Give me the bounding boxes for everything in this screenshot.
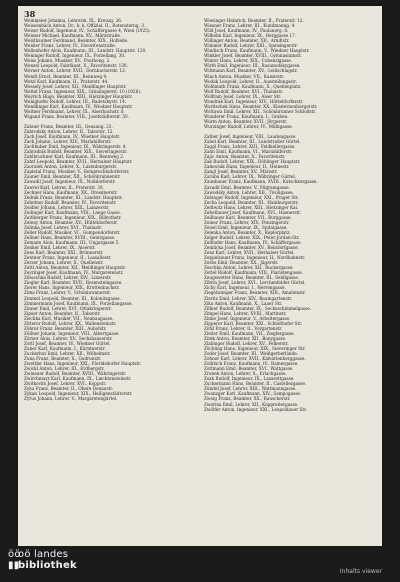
directory-entry: Zerbs Emil, Beamter, XX., Jägerstr. [204, 260, 279, 266]
directory-entry: Zistler Emil, Kaufmann, VII., Zieglergasse. [204, 330, 295, 336]
viewer-footer [0, 546, 400, 582]
directory-entry: Zecha Leopold, Beamter, III., Hainburgerstr. [204, 199, 299, 205]
directory-entry: Wunderer Franz, Kaufmann, I., Graben. [204, 113, 289, 119]
directory-entry: Zahrl Leopold, Beamter, XVII., Hernalser Hauptstr. [24, 159, 133, 165]
directory-entry: Zinner Emil, Lehrer, XVI., Ottakringerstr. [24, 305, 112, 311]
directory-entry: Zeilinger Karl, Kaufmann, VIII., Lange Gasse. [24, 209, 122, 215]
directory-entry: Zinke Josef, Ingenieur, V., Arbeitergasse. [204, 315, 291, 321]
directory-entry: Wiesinger Heinrich, Beamter, II., Praterstr. 12. [204, 18, 304, 23]
directory-entry: Zwieauer Rudolf, Beamter, XVIII., Währingerstr. [24, 371, 127, 377]
directory-entry: Zuckermann Hans, Beamter, II., Castellezgasse. [204, 381, 307, 387]
logo-line-2: bibliothek [18, 560, 77, 571]
directory-entry: Zavadil Emil, Beamter, V., Pilgramgasse. [204, 184, 290, 190]
directory-entry: Zehetbauer Josef, Kaufmann, XVI., Hasnerstr. [204, 209, 302, 215]
directory-entry: Zöchling Hans, Ingenieur, XIX., Sieveringer Str. [204, 346, 306, 351]
directory-entry: Zwerina Emil, Lehrer, XII., Koppreitergasse. [204, 401, 299, 407]
directory-entry: Zaunbauer Franz, Kaufmann, XVIII., Kutschkergasse. [204, 179, 318, 185]
directory-entry: Woritschek Hans, Beamter, XX., Klosterneuburgerstr. [204, 103, 318, 109]
directory-entry: Zollitsch Franz, Kaufmann, IV., Rainergasse. [204, 361, 299, 367]
directory-entry: Winter Hans, Lehrer, XIX., Cobenzlgasse. [204, 58, 293, 64]
directory-entry: Zimmermann Josef, Kaufmann, IX., Porzellangasse. [24, 300, 133, 306]
directory-entry: Willinger Anton, Beamter, XII., Arndtstr. [204, 38, 290, 44]
directory-entry: Wellenhofer Alois, Kaufmann, III., Landstr. Hauptstr. 120. [24, 48, 147, 54]
directory-entry: Zelenka Anton, Beamter, X., Keplerplatz. [204, 229, 291, 235]
directory-entry: Zierer Hans, Ingenieur, XIX., Krottenbachstr. [24, 285, 120, 291]
directory-entry: Zima Franz, Lehrer, V., Schönbrunnerstr. [24, 290, 112, 296]
directory-entry: Zibrin Josef, Lehrer, XVI., Lerchenfelder Gürtel. [204, 280, 306, 286]
directory-entry: Zeisel Emil, Ingenieur, IX., Spitalgasse. [204, 224, 288, 230]
directory-entry: Zahel Karl, Beamter, III., Landstraßer Gürtel. [204, 139, 301, 145]
right-column [204, 18, 378, 412]
directory-entry: Zahlbruckner Karl, Kaufmann, III., Rennweg 2. [24, 154, 125, 160]
directory-entry: Zoder Josef, Beamter, III., Weißgerberlände. [204, 351, 299, 357]
directory-entry: Zenz Karl, Lehrer, XVII., Hernalser Gürtel. [204, 250, 295, 256]
directory-entry: Weissenbäck Anton, Dr., k. k. Offizial, II., Rotensterng. 3. [24, 23, 146, 29]
directory-entry: Zangl Josef, Beamter, XV., Märzstr. [204, 169, 278, 175]
directory-entry: Zemlicka Josef, Beamter, XV., Reindorfgasse. [204, 245, 299, 251]
directory-entry: Weixlbaumer Ferdinand, Beamter, XIX., Hofzeile. [24, 38, 129, 44]
directory-entry: Zöhrer Franz, Beamter, XIII., Auhofstr. [24, 325, 107, 331]
directory-entry: Zawadil Josef, Ingenieur, IX., Nußdorferstr. [24, 179, 116, 185]
directory-entry: Werner Anton, Lehrer, XVII., Dornbacherstr. 12. [24, 68, 127, 74]
directory-entry: Zeller Rudolf, Musiker, VI., Gumpendorferstr. [24, 229, 121, 235]
directory-entry: Zohner Karl, Lehrer, XVII., Kalvarienberggasse. [204, 356, 306, 362]
directory-entry: Wenzel Leopold, Fabrikant, X., Favoritenstr. 130. [24, 63, 128, 69]
directory-entry: Wigand Franz, Beamter, VIII., Josefstädterstr. 50. [24, 113, 130, 119]
directory-entry: Zweig Franz, Beamter, XX., Rauscherstr. [204, 396, 291, 402]
directory-entry: Zechner Hans, Kaufmann, XX., Dresdnerstr. [24, 189, 118, 195]
directory-entry: Zettel Rudolf, Kaufmann, VIII., Piaristengasse. [204, 270, 304, 276]
directory-entry: Wottawa Emil, Lehrer, XII., Schönbrunner Schloßstr. [204, 108, 317, 114]
directory-entry: Zuber Karl, Kaufmann, I., Kärntnerstr. [24, 346, 106, 351]
page-number: 38 [24, 9, 36, 19]
directory-entry: Weixler Franz, Lehrer, IV., Favoritenstraße. [24, 43, 116, 49]
directory-entry: Zipser Anton, Beamter, II., Taborstr. [24, 310, 101, 316]
directory-entry: Zündel Josef, Lehrer, XIII., Wattmanngasse. [204, 386, 297, 392]
directory-entry: Wirth Emil, Ingenieur, III., Rasumofskygasse. [204, 63, 301, 69]
directory-entry: Winkler Josef, Beamter, XVIII., Gymnasiumstr. [204, 53, 302, 59]
directory-entry: Zlabinger Rudolf, Lehrer, XV., Felberstr. [204, 340, 289, 346]
directory-entry: Windisch Franz, Kaufmann, V., Wiedner Hauptstr. [204, 48, 310, 54]
directory-entry: Weitner Ferdinand, Lehrer, IX., Alserbachstr. 8. [24, 108, 125, 114]
directory-entry: Wettel Franz, Ingenieur, XIX., Grinzingerstr. 10 (1926). [24, 88, 142, 94]
directory-entry: Weinmeier Johanna, Lehrerin, IX., Kreuzg. 26. [24, 18, 123, 23]
directory-entry: Weiser Rudolf, Ingenieur, IV., Schäffergasse 4, Wien (1925). [24, 28, 151, 34]
directory-entry: Zeyringer Josef, Kaufmann, IV., Margaretenstr. [24, 270, 124, 276]
directory-entry: Zyrus Johann, Lehrer, V., Margaretengürtel. [24, 396, 118, 402]
directory-entry: Zeitlberger Franz, Ingenieur, XIX., Billrothstr. [24, 214, 122, 220]
directory-entry: Zapletal Franz, Musiker, V., Reinprechtsdorferstr. [24, 169, 130, 175]
directory-entry: Zahn Emil, Kaufmann, VI., Mariahilferstr. [204, 149, 293, 155]
directory-entry: Zahradnik Rudolf, Beamter, XIX., Sieveringerstr. [24, 149, 128, 155]
directory-entry: Zöllner Johann, Ingenieur, VIII., Albertgasse. [24, 330, 120, 336]
directory-entry: Zörner Alois, Lehrer, XV., Sechshauserstr. [24, 335, 113, 341]
directory-entry: Wenighofer Rudolf, Lehrer, III., Radetzkystr. 14. [24, 98, 127, 104]
directory-entry: Zrunek Anton, Lehrer, X., Erlachgasse. [204, 371, 287, 377]
directory-entry: Zeugswetter Hans, Beamter, III., Seidlgasse. [204, 275, 300, 281]
directory-entry: Zeleny Anton, Beamter, XV., Hütteldorferstr. [24, 219, 119, 225]
directory-entry: Zawodsky Anton, Lehrer, XII., Tivoligasse. [204, 189, 294, 195]
directory-entry: Zebinger Rudolf, Ingenieur, XXI., Prager Str. [204, 194, 299, 200]
directory-entry: Ziegler Karl, Beamter, XVII., Rosensteingasse. [24, 280, 123, 286]
directory-entry: Zehetner Rudolf, Beamter, IV., Favoritenstr. [24, 199, 117, 205]
directory-entry: Zajic Anton, Beamter, X., Favoritenstr. [204, 154, 286, 160]
directory-entry: Zottl Josef, Beamter, IV., Wiedner Gürtel. [24, 340, 111, 346]
directory-entry: Weiss Johann, Musiker, XV., Pouthong. 2. [24, 58, 111, 64]
directory-entry: Zenker Emil, Lehrer, IX., Alserstr. [24, 245, 96, 251]
directory-entry: Zeidler Johann, Lehrer, XIII., Lainzerstr. [24, 204, 110, 210]
directory-entry: Wodak Leopold, Lehrer, II., Ausstellungsstr. [204, 78, 297, 84]
directory-entry: Zawrel Karl, Lehrer, II., Praterstr. 30. [24, 184, 104, 190]
viewer-label[interactable]: Inhalts viewer [339, 568, 382, 575]
directory-entry: Zaoralek Anton, Lehrer, X., Laxenburgerstr. [24, 164, 118, 170]
directory-entry: Wlach Anton, Musiker, VII., Kaiserstr. [204, 73, 285, 79]
library-logo[interactable] [8, 549, 77, 571]
directory-entry: Zykan Leopold, Ingenieur, XIX., Heiligenstädterstr. [24, 391, 133, 397]
directory-entry: Zimpel Hans, Lehrer, XVIII., Martinstr. [204, 310, 287, 316]
directory-entry: Wendt Ernst, Beamter, III., Rennweg 9. [24, 73, 108, 79]
directory-entry: Zamecnik Hans, Ingenieur, II., Heinestr. [204, 164, 290, 170]
directory-entry: Zemann Alois, Kaufmann, III., Ungargasse 5. [24, 240, 120, 246]
directory-entry: Wurzinger Rudolf, Lehrer, IV., Mühlgasse. [204, 123, 293, 129]
directory-entry: Zieritz Emil, Lehrer, XIV., Baumgartenstr. [204, 295, 293, 301]
directory-entry: Zedtwitz Hans, Lehrer, XIII., Hietzinger Kai. [204, 204, 299, 210]
directory-entry: Zwirchmayr Karl, Kaufmann, IX., Liechtensteinstr. [24, 376, 132, 382]
directory-entry: Wetzl Karl, Kaufmann, II., Praterstr. 44. [24, 78, 109, 84]
left-column [24, 18, 198, 402]
logo-bars-icon: ▮▮ [8, 560, 20, 571]
directory-entry: Zens Karl, Beamter, XXI., Brünnerstr. [24, 250, 104, 256]
directory-entry: Wimmer Rudolf, Lehrer, XIII., Speisingerstr. [204, 43, 298, 49]
directory-entry: Wittmann Karl, Beamter, XV., Goldschlagstr. [204, 68, 298, 74]
directory-entry: Wurm Anton, Beamter, XVII., Jörgerstr. [204, 118, 288, 124]
directory-entry: Zimmel Leopold, Beamter, III., Kolonitzgasse. [24, 295, 121, 301]
directory-entry: Weyrich Hugo, Beamter, XIII., Hietzinger Hauptstr. [24, 93, 133, 99]
directory-entry: Zillner Rudolf, Beamter, IX., Sechsschimmelgasse. [204, 305, 312, 311]
directory-entry: Zipperer Karl, Beamter, XXI., Schloßhofer Str. [204, 320, 303, 326]
directory-entry: Zottmann Emil, Beamter, XVI., Wattgasse. [204, 366, 294, 372]
directory-entry: Zitterer Rudolf, Lehrer, XX., Wallensteinstr. [24, 320, 117, 326]
directory-entry: Zentner Franz, Ingenieur, II., Lassallestr. [24, 255, 112, 261]
directory-entry: Zak Rudolf, Lehrer, XIX., Döblinger Hauptstr. [204, 159, 301, 165]
directory-entry: Wessely Josef, Lehrer, XII., Meidlinger Hauptstr. [24, 83, 127, 89]
directory-entry: Wilhelm Karl, Ingenieur, IX., Berggasse 17. [204, 33, 297, 39]
directory-entry: Zellhofer Hans, Kaufmann, IV., Schäffergasse. [204, 240, 302, 246]
directory-entry: Ziegelwanger Franz, Beamter, XIII., Amalienstr. [204, 290, 306, 296]
directory-entry: Wiesner Franz, Lehrer, III., Kundmanng. 4. [204, 23, 296, 29]
directory-entry: Zeppelzauer Franz, Ingenieur, II., Nordbahnstr. [204, 255, 306, 261]
directory-entry: Zettl Anton, Beamter, XII., Meidlinger Hauptstr. [24, 265, 126, 271]
directory-entry: Wolfram Josef, Lehrer, IX., Alser Str. [204, 93, 282, 99]
directory-entry: Zwitkovits Josef, Lehrer, XVI., Koppstr. [24, 381, 107, 387]
directory-entry: Zachhuber Emil, Ingenieur, IX., Währingerstr. 4. [24, 144, 127, 150]
directory-entry: Zsak Rudolf, Ingenieur, IX., Lazarettgasse. [204, 376, 295, 382]
directory-entry: Zednik Franz, Beamter, III., Landstr. Hauptstr. [24, 194, 123, 200]
directory-entry: Wild Josef, Kaufmann, IV., Paulanerg. 8. [204, 28, 289, 34]
directory-entry: Zaggl Franz, Lehrer, XIII., Feldkellergasse. [204, 144, 296, 150]
directory-entry: Zaruba Karl, Lehrer, IX., Währinger Gürtel. [204, 174, 297, 180]
directory-entry: Zuna Franz, Beamter, X., Gudrunstr. [24, 356, 102, 362]
directory-entry: Zellner Hans, Beamter, XVIII., Gentzgasse. [24, 234, 116, 240]
directory-entry: Weninger Rudolf, Ingenieur, IX., Porzellang. 30. [24, 53, 126, 59]
directory-entry: Zeiner Franz, Lehrer, XIV., Penzingerstr. [204, 219, 290, 225]
directory-entry: Zitek Anton, Beamter, XII., Bonygasse. [204, 335, 287, 341]
directory-entry: Zwickl Anton, Lehrer, III., Erdbergstr. [24, 366, 105, 372]
directory-entry: Zach Johann, Lehrer, XIV., Mariahilferstr. [24, 139, 112, 145]
directory-entry: Zeschka Anton, Lehrer, XII., Ruckergasse. [204, 265, 294, 271]
logo-mark-icon: öö [8, 549, 21, 560]
directory-entry: Zika Anton, Kaufmann, X., Laaer Str. [204, 300, 283, 306]
directory-entry: Zerzer Johann, Lehrer, X., Quellenstr. [24, 260, 104, 266]
directory-entry: Zyka Franz, Beamter, II., Obere Donaustr. [24, 386, 114, 392]
directory-entry: Wondrak Karl, Ingenieur, XIV., Hütteldorferstr. [204, 98, 304, 104]
directory-entry: Zafner Josef, Ingenieur, VIII., Laudongasse. [204, 134, 297, 140]
directory-entry: Wohlmuth Franz, Kaufmann, X., Quellenplatz. [204, 83, 302, 89]
directory-entry: Zwölfer Anton, Ingenieur, XXI., Leopoldauer Str. [204, 406, 307, 412]
directory-entry: Zibuschka Rudolf, Lehrer, XIV., Linzerstr. [24, 275, 112, 281]
directory-entry: Wendlinger Karl, Kaufmann, IV., Wiedner Hauptstr. [24, 103, 133, 109]
directory-entry: Zwanzger Karl, Kaufmann, XIV., Sampogasse. [204, 391, 302, 397]
directory-entry: Weisser Michael, Kaufmann, XV., Märzstraße. [24, 33, 122, 39]
directory-entry: Zuckerhut Emil, Lehrer, XII., Wilhelmstr. [24, 351, 111, 357]
directory-entry: Zischka Karl, Musiker, VII., Neubaugasse. [24, 315, 114, 321]
directory-entry: Zwettler Hans, Ingenieur, XXI., Floridsdorfer Hauptstr. [24, 361, 142, 367]
directory-entry: Zirkl Franz, Lehrer, II., Vorgartenstr. [204, 325, 283, 331]
directory-entry: Zelger Rudolf, Lehrer, XIX., Peter-Jordan-Str. [204, 234, 300, 240]
directory-entry: Wolf Rudolf, Beamter, XVI., Thaliastr. [204, 88, 284, 94]
directory-entry: Zach Josef, Kaufmann, IV., Wiedner Hauptstr. [24, 134, 121, 140]
directory-entry: Zabner Franz, Beamter, III., Geusaug. 23. [24, 123, 113, 129]
scanned-page [18, 6, 382, 546]
directory-entry: Zichy Karl, Ingenieur, I., Herrengasse. [204, 285, 286, 291]
directory-entry: Zabrodsky Anton, Lehrer, II., Taborstr. 12. [24, 128, 114, 134]
logo-line-1: oö landes [18, 549, 69, 560]
directory-entry: Zeilbauer Karl, Beamter, VII., Burggasse. [204, 214, 292, 220]
directory-entry: Zauner Emil, Beamter, XII., Schönbrunnerstr. [24, 174, 121, 180]
directory-entry: Zelinka Josef, Lehrer, XVI., Thaliastr. [24, 224, 103, 230]
